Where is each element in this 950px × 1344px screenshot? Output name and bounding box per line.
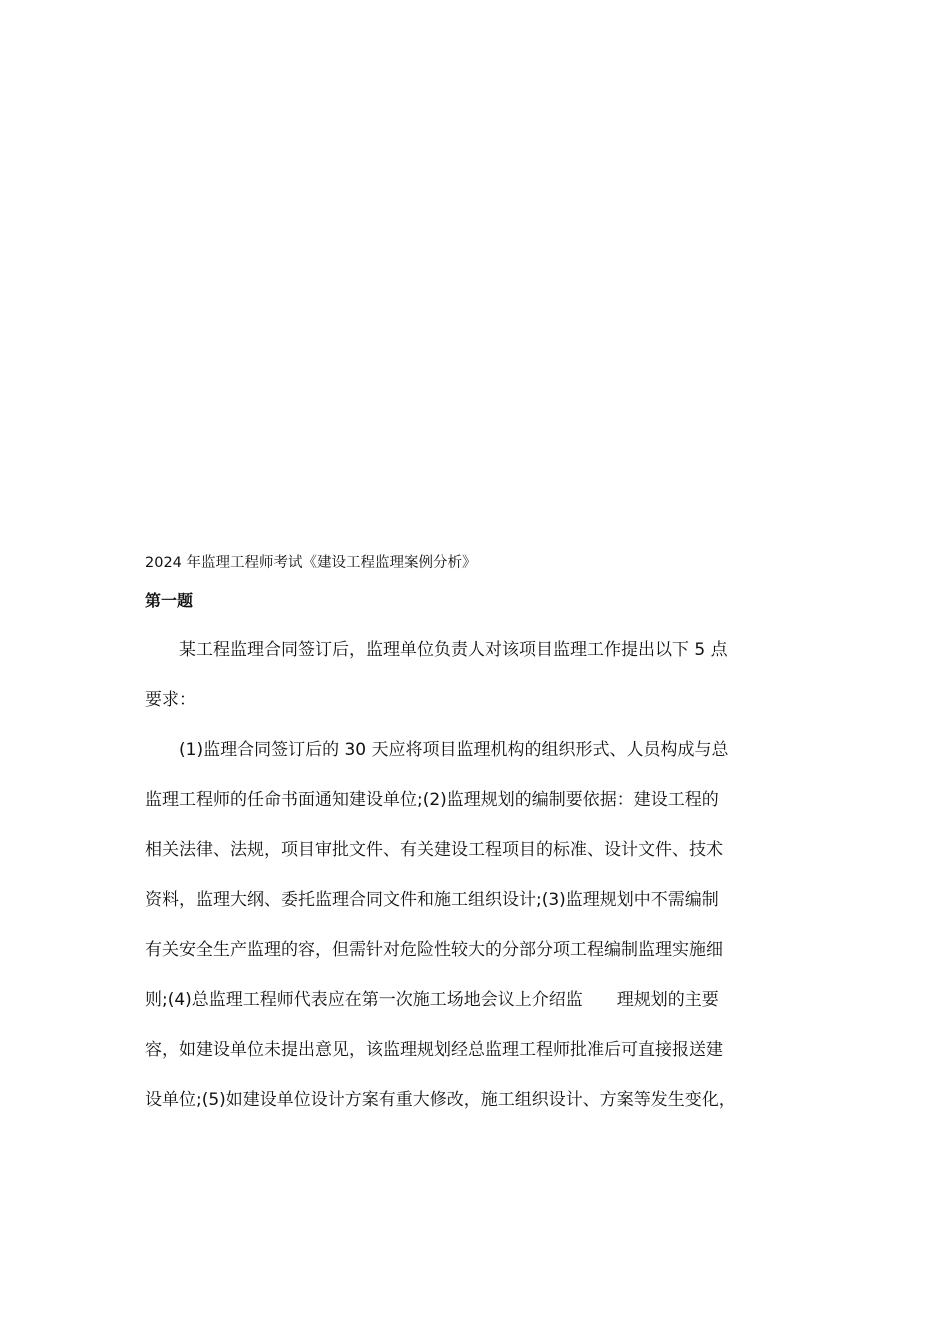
- text-line: 监理工程师的任命书面通知建设单位;(2)监理规划的编制要依据：建设工程的: [145, 790, 719, 810]
- text-line: (1)监理合同签订后的 30 天应将项目监理机构的组织形式、人员构成与总: [145, 740, 729, 760]
- document-body: [145, 551, 805, 1125]
- text-line: 要求：: [145, 690, 196, 710]
- question-heading: 第一题: [145, 591, 194, 610]
- text-line: 某工程监理合同签订后，监理单位负责人对该项目监理工作提出以下 5 点: [145, 640, 728, 660]
- text-line: 有关安全生产监理的容，但需针对危险性较大的分部分项工程编制监理实施细: [145, 940, 723, 960]
- text-line: 设单位;(5)如建设单位设计方案有重大修改，施工组织设计、方案等发生变化，: [145, 1090, 736, 1110]
- text-line: 资料，监理大纲、委托监理合同文件和施工组织设计;(3)监理规划中不需编制: [145, 890, 719, 910]
- document-title: 2024 年监理工程师考试《建设工程监理案例分析》: [145, 555, 477, 571]
- text-line: 相关法律、法规，项目审批文件、有关建设工程项目的标准、设计文件、技术: [145, 840, 723, 860]
- text-line: 则;(4)总监理工程师代表应在第一次施工场地会议上介绍监 理规划的主要: [145, 990, 719, 1010]
- text-line: 容，如建设单位未提出意见，该监理规划经总监理工程师批准后可直接报送建: [145, 1040, 723, 1060]
